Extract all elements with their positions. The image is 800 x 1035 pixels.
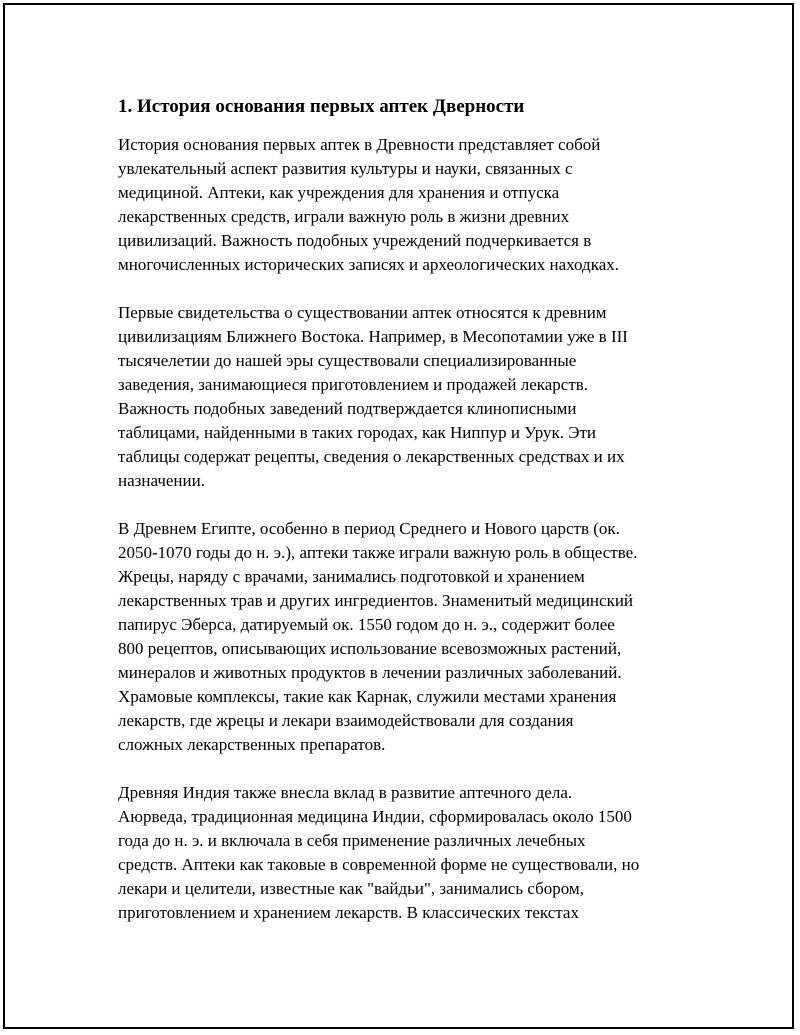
text-line: Жрецы, наряду с врачами, занимались подготовкой и хранением: [118, 567, 585, 586]
text-line: цивилизаций. Важность подобных учреждений подчеркивается в: [118, 231, 592, 250]
text-line: заведения, занимающиеся приготовлением и продажей лекарств.: [118, 375, 589, 394]
text-line: таблицы содержат рецепты, сведения о лекарственных средствах и их: [118, 447, 625, 466]
paragraph-3: [118, 517, 698, 757]
text-line: назначении.: [118, 471, 205, 490]
paragraph-list: [118, 133, 698, 925]
document-body: [118, 90, 698, 949]
text-line: тысячелетии до нашей эры существовали специализированные: [118, 351, 577, 370]
section-heading: 1. История основания первых аптек Дверности: [118, 96, 525, 117]
text-line: лекари и целители, известные как "вайдьи", занимались сбором,: [118, 879, 584, 898]
text-line: лекарственных средств, играли важную роль в жизни древних: [118, 207, 570, 226]
paragraph-2: [118, 301, 698, 493]
text-line: История основания первых аптек в Древности представляет собой: [118, 135, 601, 154]
text-line: Древняя Индия также внесла вклад в развитие аптечного дела.: [118, 783, 573, 802]
text-line: В Древнем Египте, особенно в период Среднего и Нового царств (ок.: [118, 519, 620, 538]
text-line: средств. Аптеки как таковые в современной форме не существовали, но: [118, 855, 640, 874]
text-line: таблицами, найденными в таких городах, как Ниппур и Урук. Эти: [118, 423, 597, 442]
text-line: 2050-1070 годы до н. э.), аптеки также играли важную роль в обществе.: [118, 543, 638, 562]
text-line: Аюрведа, традиционная медицина Индии, сформировалась около 1500: [118, 807, 632, 826]
text-line: Важность подобных заведений подтверждается клинописными: [118, 399, 577, 418]
text-line: увлекательный аспект развития культуры и науки, связанных с: [118, 159, 573, 178]
paragraph-1: [118, 133, 698, 277]
text-line: года до н. э. и включала в себя применение различных лечебных: [118, 831, 586, 850]
text-line: Первые свидетельства о существовании аптек относятся к древним: [118, 303, 607, 322]
text-line: папирус Эберса, датируемый ок. 1550 годом до н. э., содержит более: [118, 615, 615, 634]
paragraph-4: [118, 781, 698, 925]
text-line: минералов и животных продуктов в лечении различных заболеваний.: [118, 663, 622, 682]
text-line: приготовлением и хранением лекарств. В классических текстах: [118, 903, 579, 922]
text-line: Храмовые комплексы, такие как Карнак, служили местами хранения: [118, 687, 617, 706]
text-line: лекарств, где жрецы и лекари взаимодействовали для создания: [118, 711, 574, 730]
text-line: многочисленных исторических записях и археологических находках.: [118, 255, 619, 274]
text-line: лекарственных трав и других ингредиентов. Знаменитый медицинский: [118, 591, 634, 610]
text-line: сложных лекарственных препаратов.: [118, 735, 386, 754]
text-line: цивилизациям Ближнего Востока. Например, в Месопотамии уже в III: [118, 327, 628, 346]
text-line: медициной. Аптеки, как учреждения для хранения и отпуска: [118, 183, 560, 202]
text-line: 800 рецептов, описывающих использование всевозможных растений,: [118, 639, 622, 658]
